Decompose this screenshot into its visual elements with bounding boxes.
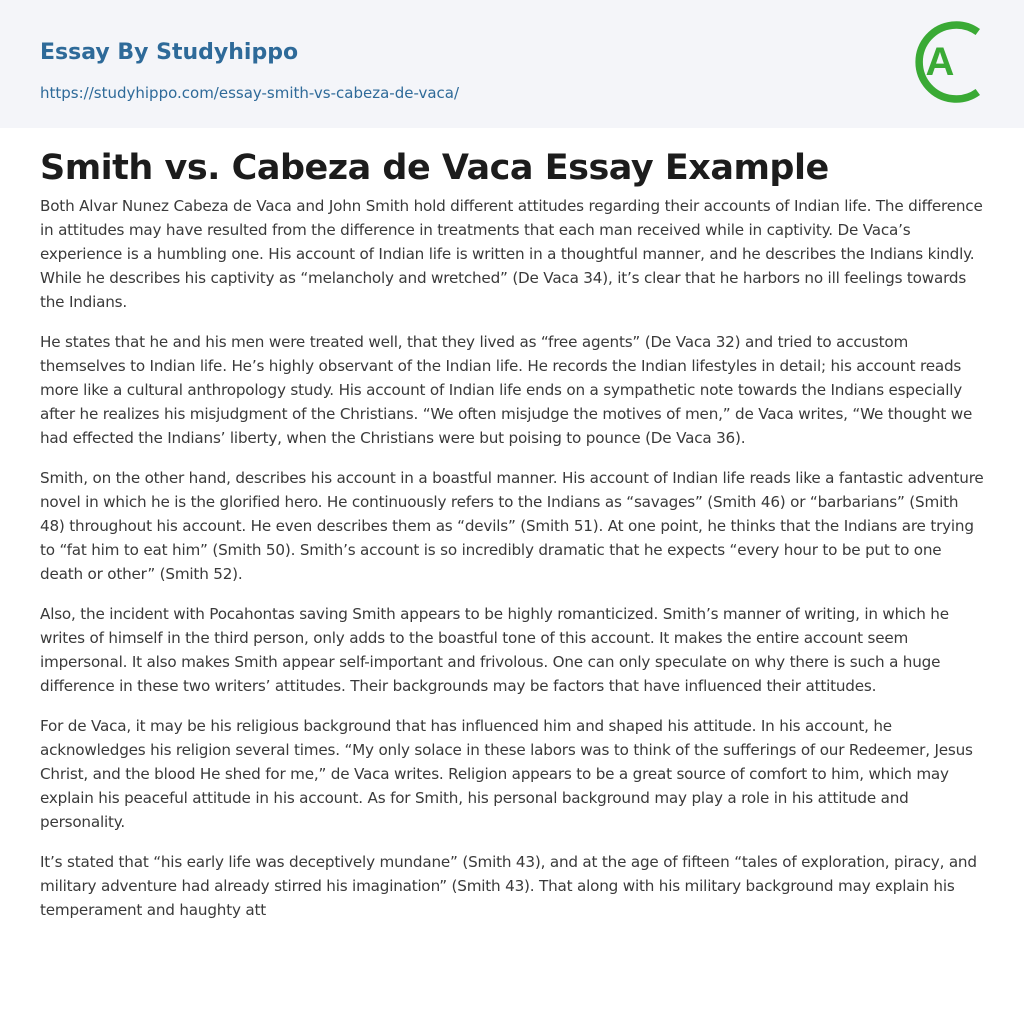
essay-paragraph-4: Also, the incident with Pocahontas saving Smith appears to be highly romanticized. Smith’s manner of writing, in which he writes of himself in the third person, only adds to the boastful tone of this account. It makes the entire account seem impersonal. It also makes Smith appear self-important and frivolous. One can only speculate on why there is such a huge difference in these two writers’ attitudes. Their backgrounds may be factors that have influenced their attitudes. xyxy=(40,605,949,695)
essay-body xyxy=(40,194,986,938)
essay-title: Smith vs. Cabeza de Vaca Essay Example xyxy=(40,148,829,188)
brand-title[interactable]: Essay By Studyhippo xyxy=(40,40,299,65)
essay-url-link[interactable]: https://studyhippo.com/essay-smith-vs-cabeza-de-vaca/ xyxy=(40,84,460,102)
essay-paragraph-5: For de Vaca, it may be his religious background that has influenced him and shaped his attitude. In his account, he acknowledges his religion several times. “My only solace in these labors was to think of the sufferings of our Redeemer, Jesus Christ, and the blood He shed for me,” de Vaca writes. Religion appears to be a great source of comfort to him, which may explain his peaceful attitude in his account. As for Smith, his personal background may play a role in his attitude and personality. xyxy=(40,717,973,831)
essay-paragraph-1: Both Alvar Nunez Cabeza de Vaca and John Smith hold different attitudes regarding their accounts of Indian life. The difference in attitudes may have resulted from the difference in treatments that each man received while in captivity. De Vaca’s experience is a humbling one. His account of Indian life is written in a thoughtful manner, and he describes the Indians kindly. While he describes his captivity as “melancholy and wretched” (De Vaca 34), it’s clear that he harbors no ill feelings towards the Indians. xyxy=(40,197,983,311)
studyhippo-logo-icon[interactable] xyxy=(912,19,986,105)
essay-paragraph-6: It’s stated that “his early life was deceptively mundane” (Smith 43), and at the age of fifteen “tales of exploration, piracy, and military adventure had already stirred his imagination” (Smith 43). That along with his military background may explain his temperament and haughty att xyxy=(40,853,977,919)
site-header xyxy=(0,0,1024,128)
essay-paragraph-3: Smith, on the other hand, describes his account in a boastful manner. His account of Indian life reads like a fantastic adventure novel in which he is the glorified hero. He continuously refers to the Indians as “savages” (Smith 46) or “barbarians” (Smith 48) throughout his account. He even describes them as “devils” (Smith 51). At one point, he thinks that the Indians are trying to “fat him to eat him” (Smith 50). Smith’s account is so incredibly dramatic that he expects “every hour to be put to one death or other” (Smith 52). xyxy=(40,469,984,583)
essay-paragraph-2: He states that he and his men were treated well, that they lived as “free agents” (De Vaca 32) and tried to accustom themselves to Indian life. He’s highly observant of the Indian life. He records the Indian lifestyles in detail; his account reads more like a cultural anthropology study. His account of Indian life ends on a sympathetic note towards the Indians especially after he realizes his misjudgment of the Christians. “We often misjudge the motives of men,” de Vaca writes, “We thought we had effected the Indians’ liberty, when the Christians were but poising to pounce (De Vaca 36). xyxy=(40,333,973,447)
logo-letter: A xyxy=(925,40,955,84)
